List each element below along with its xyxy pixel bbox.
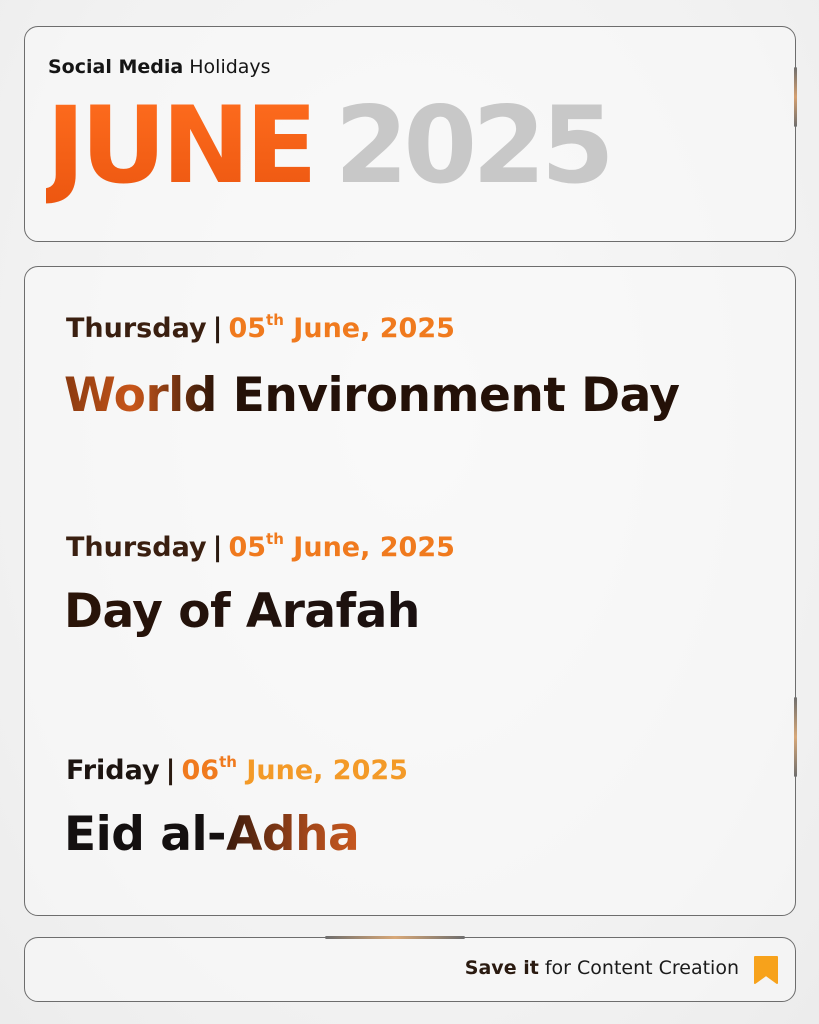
event-1-name-part1: World bbox=[64, 368, 217, 423]
event-1-date bbox=[66, 311, 455, 344]
event-1-weekday: Thursday bbox=[66, 313, 207, 344]
event-1-separator: | bbox=[212, 313, 223, 344]
event-2-month-year: June, 2025 bbox=[293, 532, 455, 563]
event-3-name-part2: Adha bbox=[226, 807, 360, 862]
event-1-month-year: June, 2025 bbox=[293, 313, 455, 344]
title-month: JUNE bbox=[46, 84, 313, 207]
eyebrow-heading bbox=[48, 56, 271, 78]
event-3-weekday: Friday bbox=[66, 755, 160, 786]
event-3-name bbox=[64, 807, 359, 862]
event-1-day: 05 bbox=[228, 313, 267, 344]
event-3-ordinal: th bbox=[219, 753, 237, 771]
eyebrow-rest: Holidays bbox=[189, 56, 271, 78]
eyebrow-strong: Social Media bbox=[48, 56, 184, 78]
event-2-separator: | bbox=[212, 532, 223, 563]
event-3-separator: | bbox=[165, 755, 176, 786]
event-3-date bbox=[66, 753, 408, 786]
event-2-ordinal: th bbox=[266, 530, 284, 548]
event-3-name-part1: Eid al- bbox=[64, 807, 227, 862]
footer-cta-strong: Save it bbox=[464, 957, 539, 979]
event-2-day: 05 bbox=[228, 532, 267, 563]
event-1-ordinal: th bbox=[266, 311, 284, 329]
event-2-name-part1: Day of Arafah bbox=[64, 584, 420, 639]
event-3-day: 06 bbox=[181, 755, 220, 786]
event-3-month-year: June, 2025 bbox=[246, 755, 408, 786]
event-2-date bbox=[66, 530, 455, 563]
title-year: 2025 bbox=[334, 84, 610, 207]
footer-cta bbox=[465, 957, 739, 979]
bookmark-icon[interactable] bbox=[752, 955, 780, 985]
event-2-weekday: Thursday bbox=[66, 532, 207, 563]
page-title bbox=[46, 84, 610, 208]
event-1-name bbox=[64, 368, 680, 423]
footer-cta-rest: for Content Creation bbox=[544, 957, 739, 979]
event-1-name-part2: Environment Day bbox=[232, 368, 680, 423]
event-2-name bbox=[64, 584, 420, 639]
